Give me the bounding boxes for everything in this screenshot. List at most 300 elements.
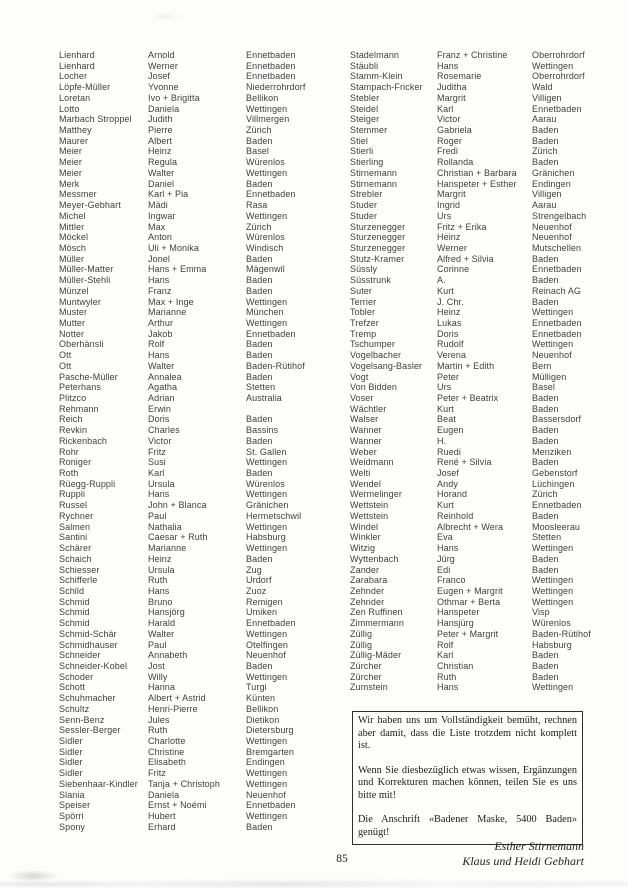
firstname-cell: Albert bbox=[148, 135, 173, 146]
list-row bbox=[59, 682, 349, 693]
firstname-cell: Karl bbox=[437, 103, 454, 114]
list-row bbox=[350, 329, 622, 340]
firstname-cell: Martin + Edith bbox=[437, 360, 495, 371]
surname-cell: Zimmermann bbox=[350, 618, 405, 629]
place-cell: Aarau bbox=[532, 114, 557, 125]
list-row bbox=[59, 146, 349, 157]
list-row bbox=[350, 307, 622, 318]
place-cell: Oberrohrdorf bbox=[532, 50, 585, 60]
list-row bbox=[350, 114, 622, 125]
list-row bbox=[59, 522, 349, 533]
list-row bbox=[59, 725, 349, 736]
place-cell: Wettingen bbox=[246, 736, 288, 746]
place-cell: Ennetbaden bbox=[246, 71, 296, 82]
place-cell: Ennetbaden bbox=[532, 328, 582, 339]
list-row bbox=[59, 211, 349, 222]
place-cell: Gebenstorf bbox=[532, 468, 578, 479]
firstname-cell: Rolf bbox=[437, 639, 454, 650]
firstname-cell: Walter bbox=[148, 167, 175, 178]
firstname-cell: J. Chr. bbox=[437, 296, 464, 307]
place-cell: Ennetbaden bbox=[532, 500, 582, 511]
place-cell: Baden bbox=[246, 821, 273, 832]
firstname-cell: Jakob bbox=[148, 328, 173, 339]
surname-cell: Müller-Matter bbox=[59, 264, 114, 275]
list-row bbox=[350, 104, 622, 115]
list-row bbox=[350, 479, 622, 490]
surname-cell: Sidler bbox=[59, 736, 83, 746]
firstname-cell: Charles bbox=[148, 425, 180, 436]
place-cell: Baden bbox=[532, 660, 559, 671]
list-row bbox=[59, 554, 349, 565]
surname-cell: Revkin bbox=[59, 425, 88, 436]
list-row bbox=[59, 157, 349, 168]
surname-cell: Rohr bbox=[59, 446, 79, 457]
place-cell: Baden bbox=[532, 393, 559, 403]
list-row bbox=[350, 522, 622, 533]
place-cell bbox=[246, 404, 349, 415]
place-cell: Ennetbaden bbox=[532, 103, 582, 114]
firstname-cell: Willy bbox=[148, 671, 168, 682]
firstname-cell: Erhard bbox=[148, 821, 176, 832]
firstname-cell: Franz + Christine bbox=[437, 50, 508, 60]
firstname-cell: Albert + Astrid bbox=[148, 693, 206, 704]
list-row bbox=[350, 447, 622, 458]
list-row bbox=[350, 597, 622, 608]
firstname-cell: Hansjörg bbox=[148, 607, 185, 618]
list-row bbox=[350, 425, 622, 436]
list-row bbox=[59, 436, 349, 447]
surname-cell: Schiesser bbox=[59, 564, 100, 575]
firstname-cell: Peter bbox=[437, 371, 460, 382]
list-row bbox=[59, 811, 349, 822]
surname-cell: Möckel bbox=[59, 232, 89, 243]
firstname-cell: Fritz bbox=[148, 446, 166, 457]
list-row bbox=[59, 457, 349, 468]
name-list-left bbox=[59, 50, 349, 832]
surname-cell: Zehnder bbox=[350, 585, 385, 596]
surname-cell: Senn-Benz bbox=[59, 714, 105, 725]
surname-cell: Sessler-Berger bbox=[59, 725, 121, 736]
firstname-cell: Josef bbox=[148, 71, 171, 82]
place-cell: Endingen bbox=[532, 178, 571, 189]
surname-cell: Sturzenegger bbox=[350, 221, 406, 232]
firstname-cell: Doris bbox=[148, 414, 170, 425]
firstname-cell: Paul bbox=[148, 510, 167, 521]
firstname-cell: Ivo + Brigitta bbox=[148, 92, 200, 103]
firstname-cell: Lukas bbox=[437, 317, 462, 328]
place-cell: Urdorf bbox=[246, 575, 272, 586]
place-cell: Aarau bbox=[532, 200, 557, 211]
list-row bbox=[59, 565, 349, 576]
list-row bbox=[59, 747, 349, 758]
place-cell: Ennetbaden bbox=[246, 50, 296, 60]
place-cell: Baden bbox=[532, 125, 559, 136]
firstname-cell: Andy bbox=[437, 478, 458, 489]
list-row bbox=[350, 146, 622, 157]
place-cell: Baden bbox=[532, 425, 559, 436]
list-row bbox=[350, 554, 622, 565]
place-cell: Wettingen bbox=[246, 457, 288, 468]
place-cell: Baden bbox=[246, 135, 273, 146]
firstname-cell: Ingwar bbox=[148, 210, 176, 221]
firstname-cell: Agatha bbox=[148, 382, 178, 393]
place-cell: Stetten bbox=[532, 532, 562, 543]
place-cell: Wettingen bbox=[532, 543, 574, 554]
surname-cell: Wanner bbox=[350, 435, 382, 446]
list-row bbox=[59, 297, 349, 308]
firstname-cell: Ingrid bbox=[437, 200, 461, 211]
place-cell: Zürich bbox=[532, 146, 558, 157]
place-cell: Baden bbox=[246, 468, 273, 479]
list-row bbox=[59, 414, 349, 425]
list-row bbox=[350, 168, 622, 179]
list-row bbox=[59, 350, 349, 361]
list-row bbox=[350, 468, 622, 479]
surname-cell: Sturzenegger bbox=[350, 232, 406, 243]
surname-cell: Strebler bbox=[350, 189, 383, 200]
page-number: 85 bbox=[336, 853, 348, 865]
firstname-cell: Elisabeth bbox=[148, 757, 186, 768]
place-cell: Wald bbox=[532, 82, 553, 93]
list-row bbox=[59, 768, 349, 779]
surname-cell: Roth bbox=[59, 468, 79, 479]
surname-cell: Siebenhaar-Kindler bbox=[59, 778, 138, 789]
list-row bbox=[59, 243, 349, 254]
place-cell: Wettingen bbox=[246, 103, 288, 114]
signature-line: Klaus und Heidi Gebhart bbox=[462, 854, 584, 868]
list-row bbox=[350, 350, 622, 361]
place-cell: Baden bbox=[246, 435, 273, 446]
firstname-cell: Kurt bbox=[437, 403, 454, 414]
surname-cell: Müller bbox=[59, 253, 85, 264]
surname-cell: Suter bbox=[350, 285, 373, 296]
surname-cell: Schild bbox=[59, 585, 85, 596]
place-cell: Baden bbox=[532, 553, 559, 564]
list-row bbox=[59, 479, 349, 490]
list-row bbox=[350, 436, 622, 447]
place-cell: Baden bbox=[246, 660, 273, 671]
list-row bbox=[350, 457, 622, 468]
surname-cell: Stierling bbox=[350, 157, 384, 168]
firstname-cell: Eugen bbox=[437, 425, 464, 436]
firstname-cell: Franco bbox=[437, 575, 466, 586]
list-row bbox=[59, 61, 349, 72]
firstname-cell: Regula bbox=[148, 157, 178, 168]
place-cell: Zürich bbox=[246, 125, 272, 136]
firstname-cell: Judith bbox=[148, 114, 173, 125]
place-cell: Baden bbox=[532, 650, 559, 661]
place-cell: Lüchingen bbox=[532, 478, 575, 489]
list-row bbox=[59, 468, 349, 479]
signature-line: Esther Stirnemann bbox=[494, 839, 584, 853]
place-cell: Baden bbox=[246, 339, 273, 350]
surname-cell: Meier bbox=[59, 146, 83, 157]
surname-cell: Merk bbox=[59, 178, 80, 189]
notice-paragraph: Wir haben uns um Vollständigkeit bemüht, rechnen aber damit, dass die Liste trotzdem nicht komplett ist. bbox=[358, 715, 577, 751]
surname-cell: Stierli bbox=[350, 146, 374, 157]
firstname-cell: Eva bbox=[437, 532, 453, 543]
list-row bbox=[59, 114, 349, 125]
place-cell: Wettingen bbox=[246, 768, 288, 779]
place-cell: Rasa bbox=[246, 200, 268, 211]
firstname-cell: Victor bbox=[437, 114, 461, 125]
list-row bbox=[350, 382, 622, 393]
list-row bbox=[59, 329, 349, 340]
firstname-cell: Hans bbox=[437, 543, 459, 554]
firstname-cell: Beat bbox=[437, 414, 456, 425]
surname-cell: Stampach-Fricker bbox=[350, 82, 423, 93]
surname-cell: Tremp bbox=[350, 328, 377, 339]
place-cell: Villigen bbox=[532, 189, 562, 200]
list-row bbox=[350, 222, 622, 233]
list-row bbox=[59, 372, 349, 383]
surname-cell: Schifferle bbox=[59, 575, 98, 586]
firstname-cell: Kurt bbox=[437, 500, 454, 511]
place-cell: Oberrohrdorf bbox=[532, 71, 585, 82]
list-row bbox=[350, 618, 622, 629]
surname-cell: Reich bbox=[59, 414, 83, 425]
surname-cell: Trefzer bbox=[350, 317, 379, 328]
list-row bbox=[350, 361, 622, 372]
place-cell: Baden bbox=[246, 285, 273, 296]
surname-cell: Walser bbox=[350, 414, 379, 425]
place-cell: Neuenhof bbox=[532, 232, 572, 243]
firstname-cell: Jules bbox=[148, 714, 170, 725]
surname-cell: Spörri bbox=[59, 811, 84, 822]
firstname-cell: H. bbox=[437, 435, 447, 446]
surname-cell: Welti bbox=[350, 468, 371, 479]
place-cell: Australia bbox=[246, 393, 282, 403]
surname-cell: Pasche-Müller bbox=[59, 371, 118, 382]
place-cell: Remigen bbox=[246, 596, 283, 607]
surname-cell: Salmen bbox=[59, 521, 91, 532]
place-cell: Wettingen bbox=[246, 671, 288, 682]
list-row bbox=[59, 286, 349, 297]
firstname-cell: Alfred + Silvia bbox=[437, 253, 494, 264]
surname-cell: Stebler bbox=[350, 92, 380, 103]
firstname-cell: Max + Inge bbox=[148, 296, 194, 307]
firstname-cell: Ernst + Noémi bbox=[148, 800, 207, 811]
firstname-cell: Ruedi bbox=[437, 446, 462, 457]
firstname-cell: Nathalia bbox=[148, 521, 182, 532]
surname-cell: Rüegg-Ruppli bbox=[59, 478, 116, 489]
place-cell: Mutschellen bbox=[532, 242, 582, 253]
notice-box bbox=[352, 711, 583, 845]
surname-cell: Voser bbox=[350, 393, 374, 403]
place-cell: Wettingen bbox=[246, 167, 288, 178]
firstname-cell: Werner bbox=[148, 60, 178, 71]
name-list-right bbox=[350, 50, 622, 693]
list-row bbox=[59, 640, 349, 651]
firstname-cell: Jürg bbox=[437, 553, 455, 564]
firstname-cell: Daniela bbox=[148, 789, 180, 800]
firstname-cell: Ursula bbox=[148, 564, 175, 575]
place-cell: Windisch bbox=[246, 242, 284, 253]
surname-cell: Lienhard bbox=[59, 60, 95, 71]
firstname-cell: Ruth bbox=[437, 671, 457, 682]
surname-cell: Sidler bbox=[59, 768, 83, 779]
surname-cell: Tobler bbox=[350, 307, 376, 318]
place-cell: Turgi bbox=[246, 682, 267, 693]
list-row bbox=[59, 618, 349, 629]
place-cell: Baden bbox=[532, 296, 559, 307]
firstname-cell: Ruth bbox=[148, 725, 168, 736]
firstname-cell: Rosemarie bbox=[437, 71, 482, 82]
firstname-cell: Marianne bbox=[148, 543, 187, 554]
surname-cell: Wettstein bbox=[350, 510, 389, 521]
place-cell: Wettingen bbox=[532, 575, 574, 586]
place-cell: Baden bbox=[532, 510, 559, 521]
surname-cell: Stäubli bbox=[350, 60, 379, 71]
place-cell: Wettingen bbox=[246, 628, 288, 639]
surname-cell: Studer bbox=[350, 200, 378, 211]
list-row bbox=[59, 532, 349, 543]
surname-cell: Wanner bbox=[350, 425, 382, 436]
firstname-cell: Urs bbox=[437, 382, 452, 393]
firstname-cell: Rolf bbox=[148, 339, 165, 350]
list-row bbox=[59, 822, 349, 833]
firstname-cell: Karl + Pia bbox=[148, 189, 189, 200]
place-cell: Gränichen bbox=[532, 167, 575, 178]
firstname-cell: A. bbox=[437, 275, 446, 286]
list-row bbox=[350, 414, 622, 425]
place-cell: Bassins bbox=[246, 425, 279, 436]
place-cell: Künten bbox=[246, 693, 276, 704]
surname-cell: Zander bbox=[350, 564, 380, 575]
list-row bbox=[350, 275, 622, 286]
firstname-cell: Arnold bbox=[148, 50, 175, 60]
list-row bbox=[350, 136, 622, 147]
surname-cell: Notter bbox=[59, 328, 85, 339]
surname-cell: Weber bbox=[350, 446, 377, 457]
surname-cell: Sturzenegger bbox=[350, 242, 406, 253]
firstname-cell: Jost bbox=[148, 660, 165, 671]
firstname-cell: Rudolf bbox=[437, 339, 464, 350]
place-cell: Bellikon bbox=[246, 703, 279, 714]
list-row bbox=[59, 715, 349, 726]
place-cell: Bellikon bbox=[246, 92, 279, 103]
surname-cell: Mösch bbox=[59, 242, 87, 253]
place-cell: Wettingen bbox=[246, 317, 288, 328]
list-row bbox=[350, 404, 622, 415]
place-cell: Baden bbox=[532, 135, 559, 146]
place-cell: Ennetbaden bbox=[246, 60, 296, 71]
surname-cell: Roniger bbox=[59, 457, 92, 468]
place-cell: Ennetbaden bbox=[532, 317, 582, 328]
firstname-cell: Karl bbox=[148, 468, 165, 479]
firstname-cell: Josef bbox=[437, 468, 460, 479]
place-cell: Baden bbox=[246, 553, 273, 564]
list-row bbox=[350, 339, 622, 350]
place-cell: Baden bbox=[532, 435, 559, 446]
surname-cell: Schuhmacher bbox=[59, 693, 116, 704]
place-cell: Ennetbaden bbox=[246, 800, 296, 811]
surname-cell: Maurer bbox=[59, 135, 89, 146]
surname-cell: Schmid bbox=[59, 596, 90, 607]
surname-cell: Löpfe-Müller bbox=[59, 82, 111, 93]
firstname-cell: Urs bbox=[437, 210, 452, 221]
list-row bbox=[59, 93, 349, 104]
place-cell: Wettingen bbox=[246, 521, 288, 532]
list-row bbox=[350, 629, 622, 640]
surname-cell: Plitzco bbox=[59, 393, 87, 403]
surname-cell: Rickenbach bbox=[59, 435, 108, 446]
place-cell: Baden bbox=[532, 157, 559, 168]
list-row bbox=[59, 629, 349, 640]
firstname-cell: Juditha bbox=[437, 82, 467, 93]
place-cell: Wettingen bbox=[246, 811, 288, 822]
surname-cell: Wettstein bbox=[350, 500, 389, 511]
list-row bbox=[59, 500, 349, 511]
surname-cell: Peterhans bbox=[59, 382, 101, 393]
surname-cell: Schmid bbox=[59, 607, 90, 618]
scan-artifact bbox=[148, 13, 182, 20]
surname-cell: Witzig bbox=[350, 543, 376, 554]
place-cell: Wettingen bbox=[246, 296, 288, 307]
firstname-cell: Annalea bbox=[148, 371, 182, 382]
firstname-cell: Henri-Pierre bbox=[148, 703, 198, 714]
surname-cell: Locher bbox=[59, 71, 88, 82]
surname-cell: Ott bbox=[59, 360, 72, 371]
firstname-cell: Uli + Monika bbox=[148, 242, 199, 253]
place-cell: Reinach AG bbox=[532, 285, 582, 296]
place-cell: Mägenwil bbox=[246, 264, 285, 275]
place-cell: Zürich bbox=[246, 221, 272, 232]
place-cell: Umiken bbox=[246, 607, 278, 618]
firstname-cell: Walter bbox=[148, 360, 175, 371]
place-cell: Neuenhof bbox=[246, 789, 286, 800]
list-row bbox=[350, 264, 622, 275]
surname-cell: Wyttenbach bbox=[350, 553, 399, 564]
firstname-cell: Heinz bbox=[148, 553, 172, 564]
firstname-cell: Hans bbox=[148, 275, 170, 286]
list-row bbox=[59, 597, 349, 608]
list-row bbox=[350, 50, 622, 61]
firstname-cell: Hans bbox=[437, 60, 459, 71]
surname-cell: Süsstrunk bbox=[350, 275, 391, 286]
surname-cell: Loretan bbox=[59, 92, 91, 103]
surname-cell: Stadelmann bbox=[350, 50, 400, 60]
firstname-cell: Ruth bbox=[148, 575, 168, 586]
surname-cell: Zürcher bbox=[350, 671, 382, 682]
firstname-cell: Fredi bbox=[437, 146, 459, 157]
firstname-cell: Erwin bbox=[148, 403, 172, 414]
list-row bbox=[350, 532, 622, 543]
place-cell: Bern bbox=[532, 360, 552, 371]
list-row bbox=[59, 736, 349, 747]
list-row bbox=[350, 71, 622, 82]
surname-cell: Vogelbacher bbox=[350, 350, 402, 361]
list-row bbox=[59, 232, 349, 243]
place-cell: Wettingen bbox=[532, 60, 574, 71]
surname-cell: Muster bbox=[59, 307, 88, 318]
list-row bbox=[59, 382, 349, 393]
list-row bbox=[59, 704, 349, 715]
place-cell: Baden bbox=[246, 350, 273, 361]
firstname-cell: Verena bbox=[437, 350, 467, 361]
surname-cell: Oberhänsli bbox=[59, 339, 104, 350]
list-row bbox=[350, 661, 622, 672]
firstname-cell: Christian + Barbara bbox=[437, 167, 517, 178]
firstname-cell: Jonel bbox=[148, 253, 171, 264]
surname-cell: Santini bbox=[59, 532, 88, 543]
place-cell: Bassersdorf bbox=[532, 414, 582, 425]
surname-cell: Rychner bbox=[59, 510, 94, 521]
list-row bbox=[350, 157, 622, 168]
firstname-cell: Hans bbox=[148, 489, 170, 500]
list-row bbox=[59, 607, 349, 618]
firstname-cell: René + Silvia bbox=[437, 457, 492, 468]
